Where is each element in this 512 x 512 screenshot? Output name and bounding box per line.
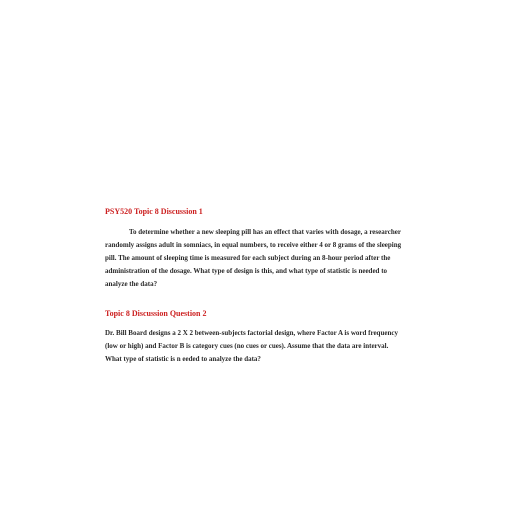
section-2-heading: Topic 8 Discussion Question 2: [105, 309, 207, 318]
section-1-body: To determine whether a new sleeping pill has an effect that varies with dosage, a researcher randomly assigns adult in somniacs, in equal numbers, to receive either 4 or 8 grams of the sleeping pill. The amount of sleeping time is measured for each subject during an 8-hour period after the administration of the dosage. What type of design is this, and what type of statistic is needed to analyze the data?: [105, 228, 402, 288]
section-2-body: Dr. Bill Board designs a 2 X 2 between-subjects factorial design, where Factor A is word frequency (low or high) and Factor B is category cues (no cues or cues). Assume that the data are interval. What type of statistic is n eeded to analyze the data?: [105, 329, 398, 363]
section-1-heading: PSY520 Topic 8 Discussion 1: [105, 207, 203, 216]
